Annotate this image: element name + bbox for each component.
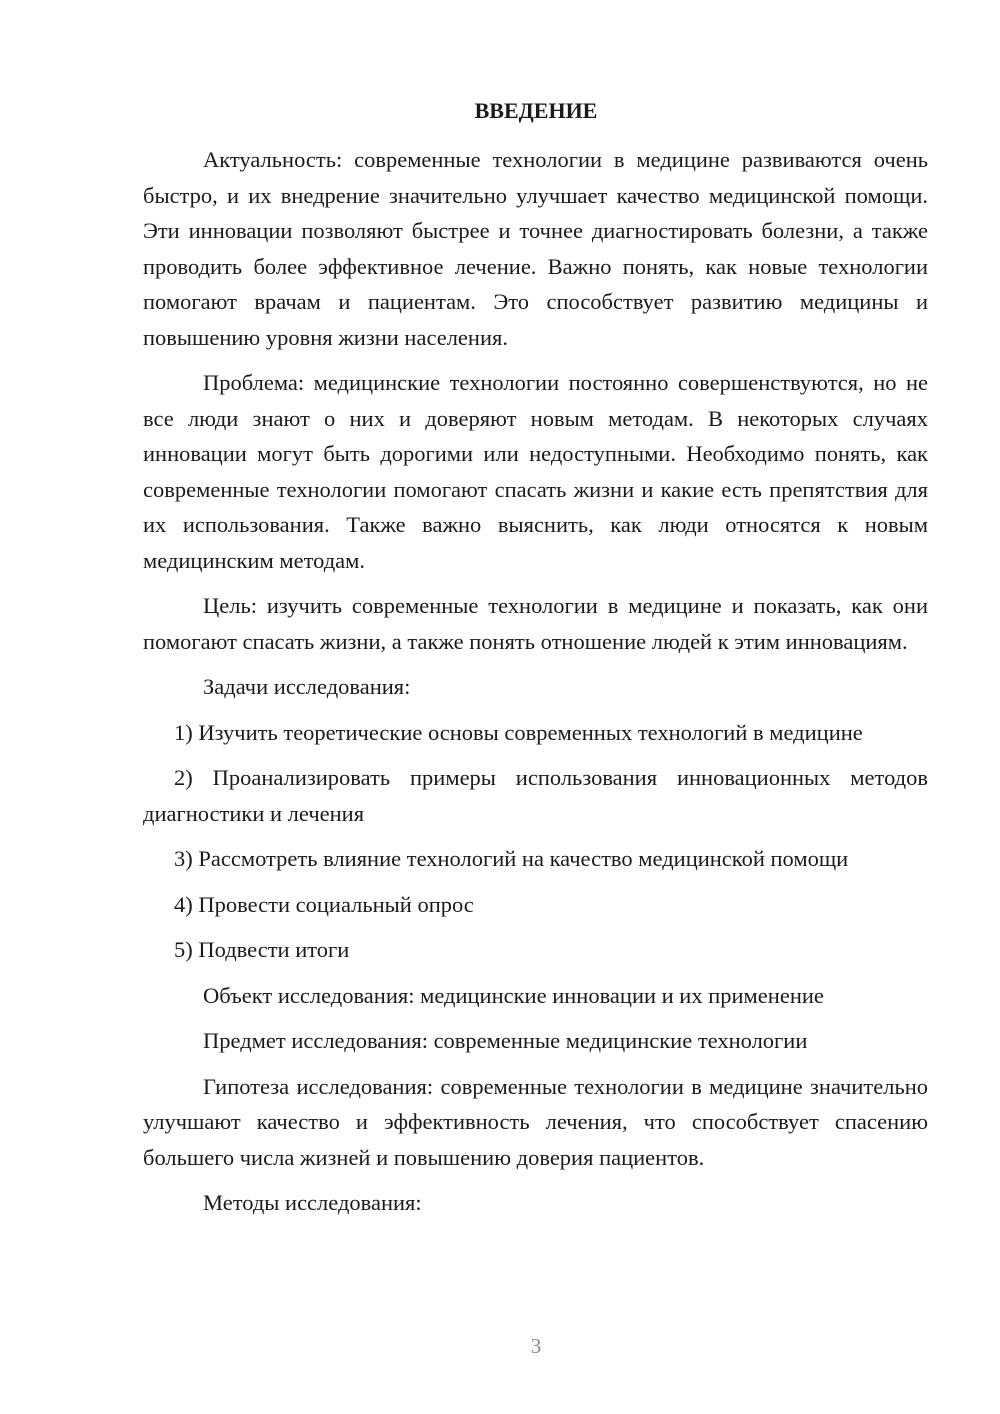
- paragraph-subject: Предмет исследования: современные медицинские технологии: [203, 1028, 808, 1053]
- task-item: 3) Рассмотреть влияние технологий на качество медицинской помощи: [174, 846, 849, 871]
- page-title: ВВЕДЕНИЕ: [474, 98, 598, 123]
- task-item: 1) Изучить теоретические основы современных технологий в медицине: [174, 719, 863, 745]
- tasks-heading: Задачи исследования:: [203, 674, 411, 699]
- paragraph-problem: Проблема: медицинские технологии постоянно совершенствуются, но не все люди знают о них и доверяют новым методам. В некоторых случаях инновации могут быть дорогими или недоступными. Необходимо понять, как современные технологии помогают спасать жизни и какие есть препятствия для их использования. Также важно выяснить, как люди относятся к новым медицинским методам.: [143, 370, 928, 573]
- paragraph-relevance: Актуальность: современные технологии в медицине развиваются очень быстро, и их внедрение значительно улучшает качество медицинской помощи. Эти инновации позволяют быстрее и точнее диагностировать болезни, а также проводить более эффективное лечение. Важно понять, как новые технологии помогают врачам и пациентам. Это способствует развитию медицины и повышению уровня жизни населения.: [143, 147, 928, 350]
- page-number: 3: [530, 1334, 542, 1358]
- task-item: 4) Провести социальный опрос: [174, 891, 474, 917]
- task-item: 2) Проанализировать примеры использования инновационных методов диагностики и лечения: [143, 765, 928, 826]
- document-body: [143, 142, 928, 1231]
- paragraph-object: Объект исследования: медицинские инновации и их применение: [203, 982, 824, 1008]
- paragraph-hypothesis: Гипотеза исследования: современные технологии в медицине значительно улучшают качество и эффективность лечения, что способствует спасению большего числа жизней и повышению доверия пациентов.: [143, 1073, 928, 1170]
- task-item: 5) Подвести итоги: [174, 937, 350, 962]
- methods-heading: Методы исследования:: [203, 1190, 422, 1215]
- paragraph-goal: Цель: изучить современные технологии в медицине и показать, как они помогают спасать жизни, а также понять отношение людей к этим инновациям.: [143, 593, 928, 654]
